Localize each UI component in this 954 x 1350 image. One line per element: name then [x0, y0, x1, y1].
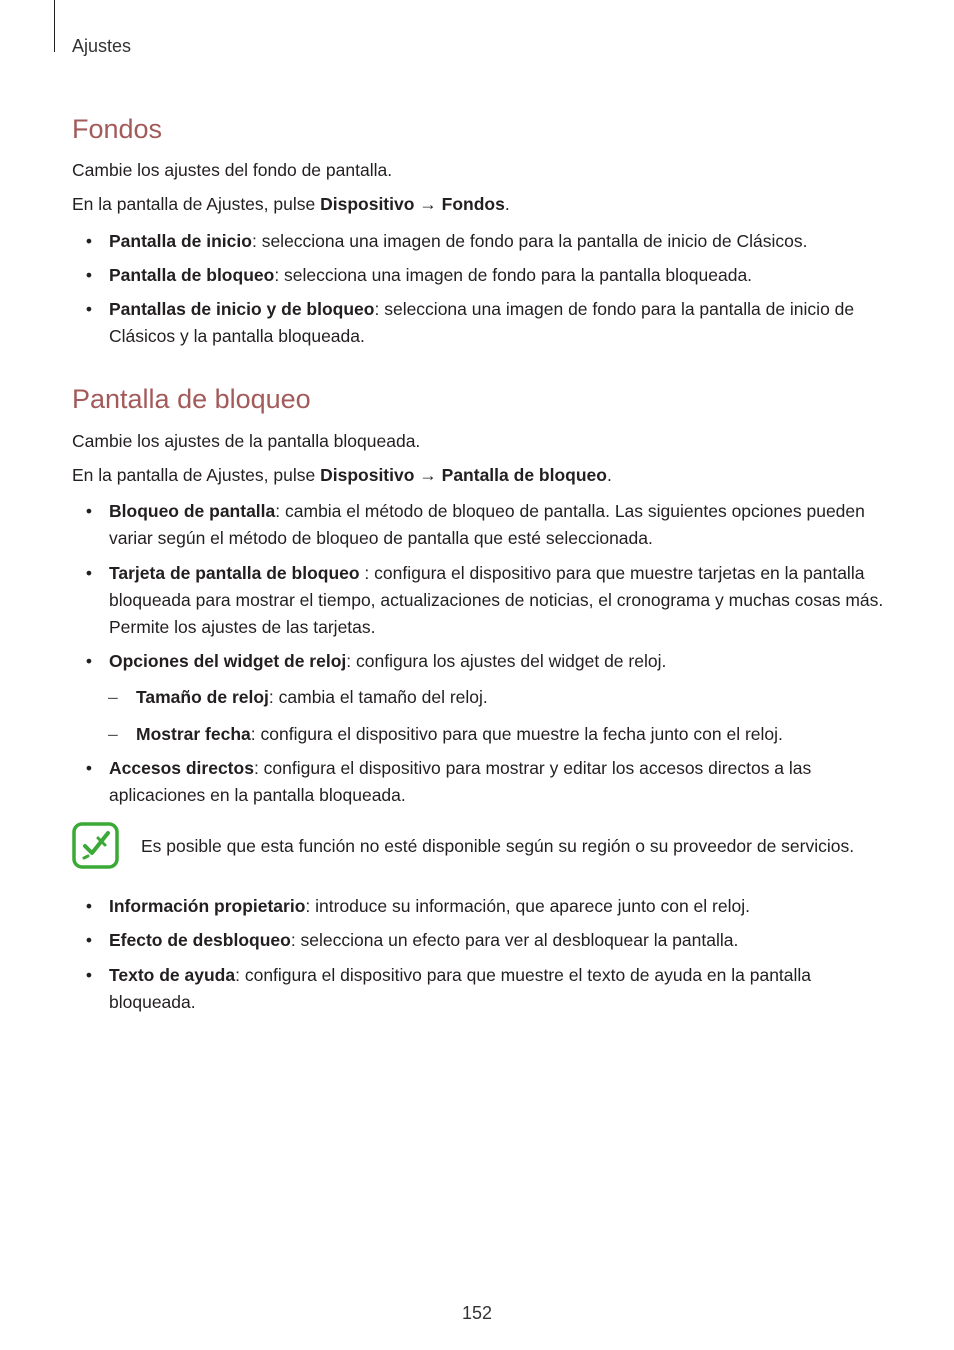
section-title-pantalla-de-bloqueo: Pantalla de bloqueo — [72, 384, 311, 414]
header-rule — [54, 0, 55, 52]
bullet: • — [85, 265, 93, 285]
item-term: Efecto de desbloqueo — [109, 930, 291, 950]
bullet: • — [85, 231, 93, 251]
path-prefix: En la pantalla de Ajustes, pulse — [72, 194, 321, 214]
bullet: • — [85, 651, 93, 671]
sub-item-term: Tamaño de reloj — [136, 687, 269, 707]
list-item — [72, 296, 892, 350]
item-desc: : configura los ajustes del widget de reloj. — [346, 651, 667, 671]
path-suffix: . — [504, 194, 510, 214]
list-item — [72, 893, 892, 920]
path-step-dispositivo: Dispositivo — [320, 465, 415, 485]
sub-item-term: Mostrar fecha — [136, 724, 251, 744]
bullet: • — [85, 299, 93, 319]
item-term: Texto de ayuda — [109, 965, 236, 985]
list-item — [72, 962, 892, 1016]
dash: – — [108, 687, 118, 707]
sub-item-desc: : configura el dispositivo para que muestre la fecha junto con el reloj. — [250, 724, 783, 744]
item-term: Opciones del widget de reloj — [109, 651, 347, 671]
dash: – — [108, 724, 118, 744]
sub-list-item — [100, 684, 892, 711]
item-desc: : cambia el método de bloqueo de pantalla. Las siguientes opciones pueden variar según el método de bloqueo de pantalla que esté seleccionada. — [109, 501, 865, 548]
list-item — [72, 755, 892, 809]
bullet: • — [85, 965, 93, 985]
item-desc: : selecciona una imagen de fondo para la pantalla bloqueada. — [274, 265, 753, 285]
item-desc: : configura el dispositivo para que muestre el texto de ayuda en la pantalla bloqueada. — [109, 965, 812, 1012]
item-desc: : configura el dispositivo para mostrar y editar los accesos directos a las aplicaciones en la pantalla bloqueada. — [109, 758, 812, 805]
item-term: Pantalla de bloqueo — [109, 265, 275, 285]
item-term: Pantalla de inicio — [109, 231, 252, 251]
sub-item-desc: : cambia el tamaño del reloj. — [268, 687, 488, 707]
item-desc: : selecciona una imagen de fondo para la pantalla de inicio de Clásicos. — [251, 231, 808, 251]
note-text: Es posible que esta función no esté disponible según su región o su proveedor de servicios. — [141, 836, 855, 856]
running-head: Ajustes — [72, 36, 132, 56]
list-item — [72, 498, 892, 552]
path-step-fondos: Fondos — [441, 194, 505, 214]
fondos-path — [72, 193, 892, 215]
path-step-dispositivo: Dispositivo — [320, 194, 415, 214]
bloqueo-path — [72, 464, 892, 486]
path-step-pantalla-de-bloqueo: Pantalla de bloqueo — [441, 465, 607, 485]
path-prefix: En la pantalla de Ajustes, pulse — [72, 465, 321, 485]
list-item — [72, 927, 892, 954]
path-suffix: . — [606, 465, 612, 485]
bullet: • — [85, 501, 93, 521]
item-desc: : selecciona un efecto para ver al desbloquear la pantalla. — [290, 930, 739, 950]
item-term: Pantallas de inicio y de bloqueo — [109, 299, 375, 319]
path-arrow: → — [414, 465, 442, 485]
note-pencil-icon — [72, 822, 119, 869]
page-number: 152 — [461, 1303, 493, 1323]
sub-list-item — [100, 721, 892, 748]
list-item — [72, 228, 892, 255]
item-term: Accesos directos — [109, 758, 254, 778]
path-arrow: → — [414, 194, 442, 214]
item-desc: : selecciona una imagen de fondo para la pantalla de inicio de Clásicos y la pantalla bloqueada. — [109, 299, 855, 346]
fondos-intro: Cambie los ajustes del fondo de pantalla. — [72, 160, 393, 180]
item-term: Información propietario — [109, 896, 306, 916]
bullet: • — [85, 896, 93, 916]
item-desc: : introduce su información, que aparece junto con el reloj. — [305, 896, 750, 916]
bloqueo-intro: Cambie los ajustes de la pantalla bloqueada. — [72, 431, 421, 451]
list-item — [72, 560, 892, 641]
bullet: • — [85, 930, 93, 950]
item-desc: : configura el dispositivo para que muestre tarjetas en la pantalla bloqueada para mostrar el tiempo, actualizaciones de noticias, el cronograma y muchas cosas más. Permite los ajustes de las tarjetas. — [109, 563, 884, 637]
section-title-fondos: Fondos — [72, 114, 163, 144]
bullet: • — [85, 758, 93, 778]
list-item — [72, 648, 892, 675]
item-term: Tarjeta de pantalla de bloqueo — [109, 563, 360, 583]
list-item — [72, 262, 892, 289]
bullet: • — [85, 563, 93, 583]
item-term: Bloqueo de pantalla — [109, 501, 276, 521]
